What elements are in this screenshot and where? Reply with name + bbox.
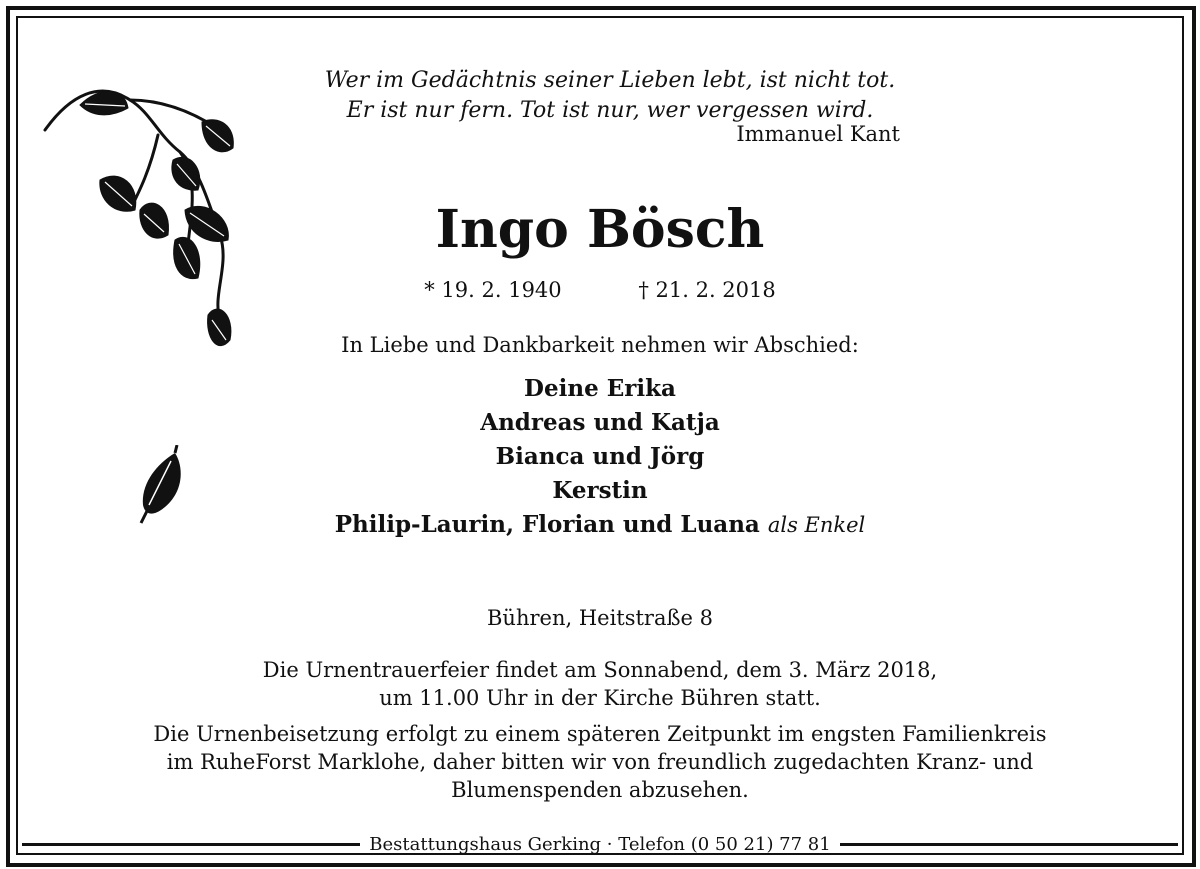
- grandchildren-relation: als Enkel: [767, 513, 866, 537]
- deceased-name: Ingo Bösch: [435, 199, 765, 260]
- quote-line-1: Wer im Gedächtnis seiner Lieben lebt, ist nicht tot.: [324, 68, 896, 93]
- mourner-line: Andreas und Katja: [480, 409, 720, 436]
- funeral-home-contact: Bestattungshaus Gerking · Telefon (0 50 21) 77 81: [369, 834, 831, 855]
- mourner-line-grandchildren: [0, 508, 1200, 542]
- footer-rule-right: [840, 843, 1178, 846]
- ceremony-line-2: um 11.00 Uhr in der Kirche Bühren statt.: [379, 686, 821, 710]
- burial-notice: [0, 720, 1200, 804]
- funeral-home-footer: [22, 834, 1178, 855]
- mourner-line: Deine Erika: [524, 375, 676, 402]
- birth-date: * 19. 2. 1940: [424, 278, 562, 302]
- mourner-line: Kerstin: [552, 477, 648, 504]
- farewell-intro: In Liebe und Dankbarkeit nehmen wir Abschied:: [341, 333, 859, 357]
- ceremony-notice: [0, 656, 1200, 712]
- grandchildren-names: Philip-Laurin, Florian und Luana: [334, 511, 760, 538]
- death-date: † 21. 2. 2018: [638, 278, 776, 302]
- ceremony-line-1: Die Urnentrauerfeier findet am Sonnabend, dem 3. März 2018,: [262, 658, 938, 682]
- family-address: Bühren, Heitstraße 8: [487, 606, 713, 630]
- burial-line-1: Die Urnenbeisetzung erfolgt zu einem späteren Zeitpunkt im engsten Familienkreis: [153, 722, 1047, 746]
- memorial-quote: [300, 66, 920, 126]
- quote-line-2: Er ist nur fern. Tot ist nur, wer vergessen wird.: [346, 98, 874, 123]
- mourners-list: [0, 372, 1200, 542]
- life-dates: [0, 276, 1200, 304]
- mourner-line: Bianca und Jörg: [495, 443, 705, 470]
- burial-line-2: im RuheForst Marklohe, daher bitten wir von freundlich zugedachten Kranz- und: [166, 750, 1034, 774]
- quote-author: Immanuel Kant: [736, 122, 900, 146]
- footer-rule-left: [22, 843, 360, 846]
- burial-line-3: Blumenspenden abzusehen.: [451, 778, 749, 802]
